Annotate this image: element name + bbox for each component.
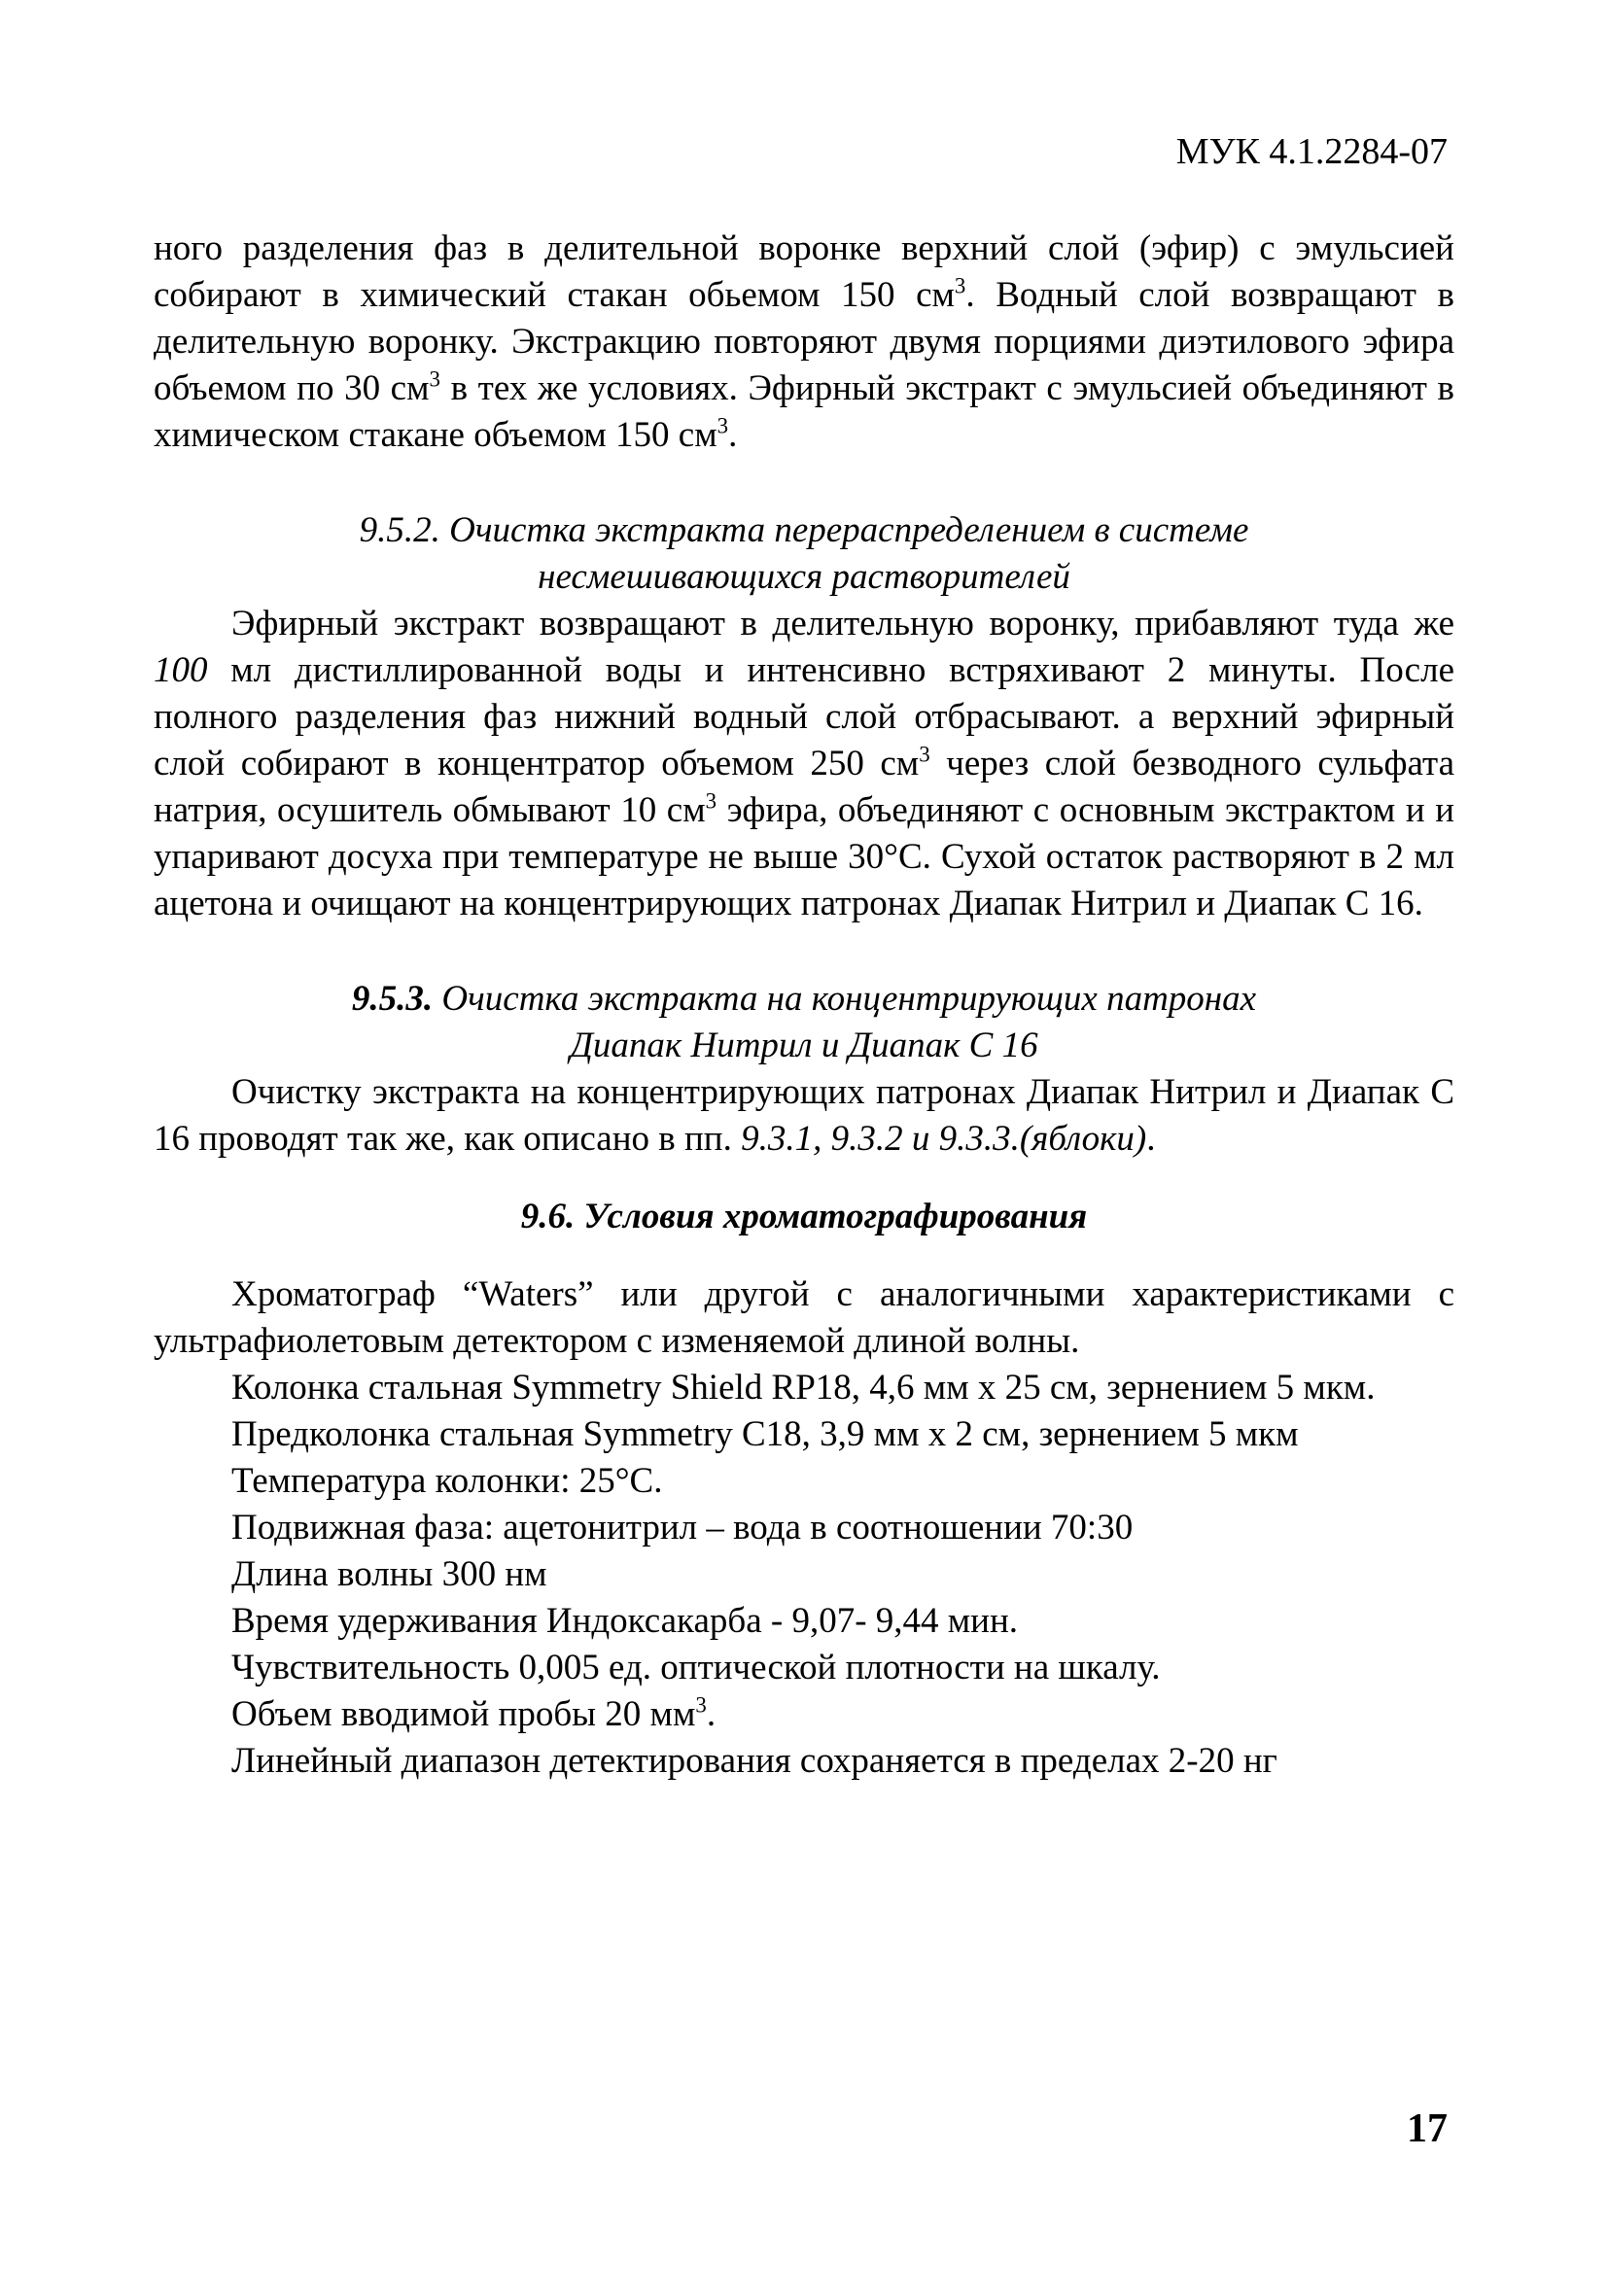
section-952-number: 9.5.2. bbox=[359, 510, 440, 550]
intro-paragraph bbox=[154, 226, 1454, 459]
section-953-title-line2: Диапак Нитрил и Диапак С 16 bbox=[570, 1026, 1038, 1065]
conditions-line-4: Температура колонки: 25°С. bbox=[231, 1461, 663, 1501]
superscript: 3 bbox=[717, 413, 729, 438]
page-body bbox=[154, 226, 1454, 1785]
superscript: 3 bbox=[429, 366, 440, 392]
section-953-text-2: . bbox=[1146, 1119, 1156, 1159]
conditions-line-3: Предколонка стальная Symmetry С18, 3,9 мм х 2 см, зернением 5 мкм bbox=[231, 1414, 1299, 1454]
conditions-line-1: Хроматограф “Waters” или другой с аналогичными характеристиками с ультрафиолетовым детектором с изменяемой длиной волны. bbox=[154, 1274, 1454, 1361]
section-96-title: Условия хроматографирования bbox=[583, 1197, 1088, 1236]
section-952-text-3: через слой безводного сульфата натрия, осушитель обмывают 10 см bbox=[154, 744, 1454, 830]
section-952-title-line1: Очистка экстракта перераспределением в системе bbox=[449, 510, 1249, 550]
volume-end: . bbox=[706, 1694, 717, 1734]
conditions-line-8: Чувствительность 0,005 ед. оптической плотности на шкалу. bbox=[231, 1648, 1161, 1687]
section-952-paragraph bbox=[154, 601, 1454, 927]
conditions-line-6: Длина волны 300 нм bbox=[231, 1554, 547, 1594]
conditions-line-range: Линейный диапазон детектирования сохраняется в пределах 2-20 нг bbox=[231, 1741, 1277, 1781]
section-953-number: 9.5.3. bbox=[351, 979, 434, 1019]
intro-text-1: ного разделения фаз в делительной воронке верхний слой (эфир) с эмульсией собирают в химический стакан обьемом 150 см bbox=[154, 228, 1454, 315]
page-number: 17 bbox=[1407, 2106, 1448, 2151]
section-952-text-italic: 100 bbox=[154, 650, 208, 690]
volume-text: Объем вводимой пробы 20 мм bbox=[231, 1694, 696, 1734]
section-953-reference: 9.3.1, 9.3.2 и 9.3.3.(яблоки) bbox=[741, 1119, 1147, 1159]
section-952-text-1: Эфирный экстракт возвращают в делительную воронку, прибавляют туда же bbox=[231, 604, 1454, 644]
section-96-number: 9.6. bbox=[520, 1197, 576, 1236]
section-952-heading bbox=[154, 507, 1454, 554]
conditions-line-volume bbox=[154, 1691, 1454, 1738]
intro-text-3: в тех же условиях. Эфирный экстракт с эмульсией объединяют в химическом стакане объемом 150 см bbox=[154, 368, 1454, 455]
section-953-paragraph bbox=[154, 1069, 1454, 1163]
superscript: 3 bbox=[919, 742, 930, 767]
intro-text-2: . Водный слой возвращают в делительную воронку. Экстракцию повторяют двумя порциями диэтилового эфира объемом по 30 см bbox=[154, 275, 1454, 408]
section-953-title-line1: Очистка экстракта на концентрирующих патронах bbox=[441, 979, 1257, 1019]
section-952-title-line2: несмешивающихся растворителей bbox=[538, 557, 1070, 597]
section-952-text-2: мл дистиллированной воды и интенсивно встряхивают 2 минуты. После полного разделения фаз нижний водный слой отбрасывают. а верхний эфирный слой собирают в концентратор объемом 250 см bbox=[154, 650, 1454, 783]
section-952-text-4: эфира, объединяют с основным экстрактом и и упаривают досуха при температуре не выше 30°С. Сухой остаток растворяют в 2 мл ацетона и очищают на концентрирующих патронах Диапак Нитрил и Диапак С 16. bbox=[154, 790, 1455, 923]
intro-text-4: . bbox=[728, 415, 738, 455]
document-code: МУК 4.1.2284-07 bbox=[1175, 131, 1448, 172]
section-953-text-1: Очистку экстракта на концентрирующих патронах Диапак Нитрил и Диапак С 16 проводят так же, как описано в пп. bbox=[154, 1072, 1454, 1159]
section-953-heading bbox=[154, 976, 1454, 1023]
conditions-line-2: Колонка стальная Symmetry Shield RP18, 4,6 мм х 25 см, зернением 5 мкм. bbox=[231, 1368, 1376, 1408]
superscript: 3 bbox=[695, 1692, 707, 1718]
conditions-line-7: Время удерживания Индоксакарба - 9,07- 9,44 мин. bbox=[231, 1601, 1019, 1641]
section-96-heading bbox=[154, 1194, 1454, 1240]
superscript: 3 bbox=[705, 788, 717, 814]
superscript: 3 bbox=[954, 273, 966, 298]
conditions-line-5: Подвижная фаза: ацетонитрил – вода в соотношении 70:30 bbox=[231, 1508, 1134, 1548]
